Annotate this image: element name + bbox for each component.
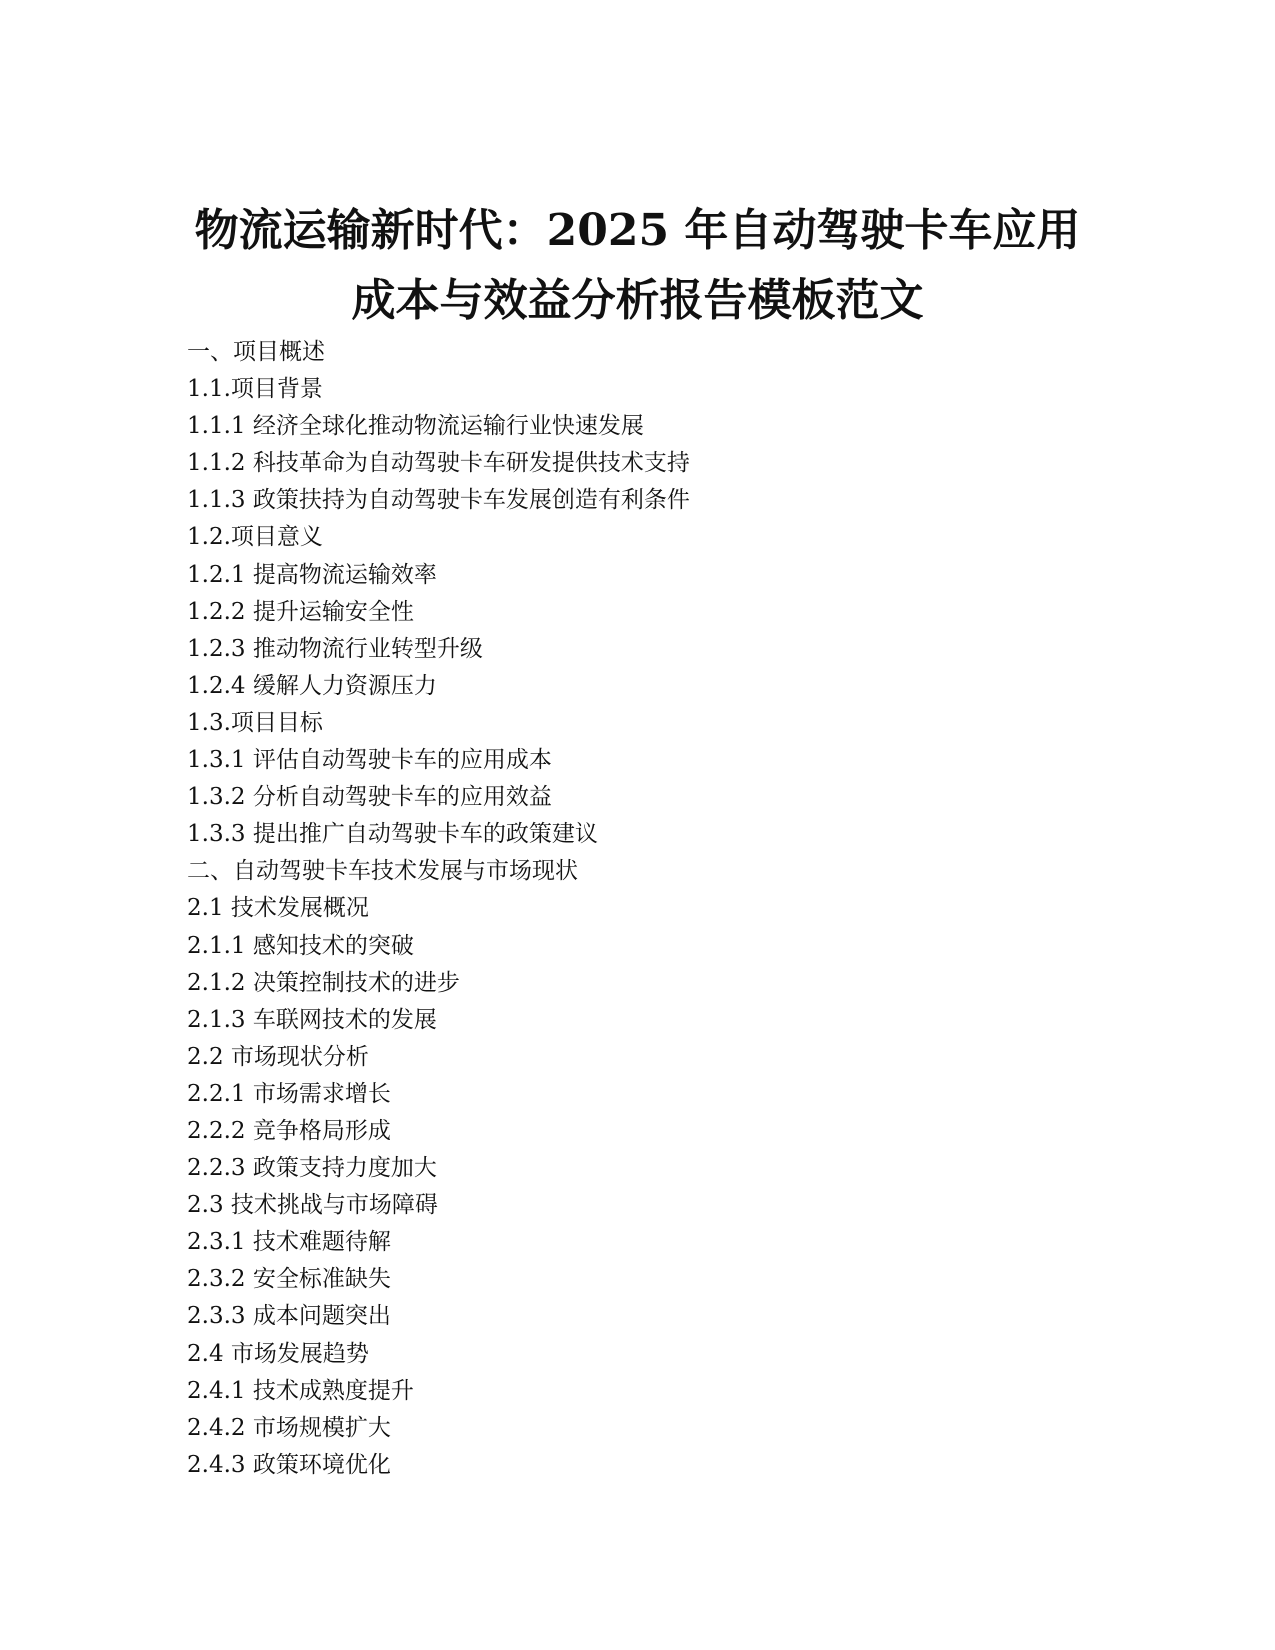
toc-item: 2.3.1 技术难题待解 [187,1229,391,1256]
toc-item: 1.1.项目背景 [187,376,323,403]
toc-item: 1.2.4 缓解人力资源压力 [187,672,437,699]
toc-item: 2.2 市场现状分析 [187,1043,369,1070]
toc-item: 1.1.2 科技革命为自动驾驶卡车研发提供技术支持 [187,450,690,477]
document-title [150,196,1125,336]
toc-item: 一、项目概述 [187,339,325,365]
toc-item: 2.1.1 感知技术的突破 [187,932,414,959]
toc-item: 2.2.2 竞争格局形成 [187,1117,391,1144]
toc-item: 1.3.项目目标 [187,709,323,736]
toc-item: 二、自动驾驶卡车技术发展与市场现状 [187,858,578,885]
toc-item: 1.3.2 分析自动驾驶卡车的应用效益 [187,784,552,811]
title-line-1: 物流运输新时代：2025 年自动驾驶卡车应用 [194,205,1081,256]
toc-item: 2.3.3 成本问题突出 [187,1303,391,1330]
toc-item: 2.2.3 政策支持力度加大 [187,1155,437,1182]
toc-item: 1.3.3 提出推广自动驾驶卡车的政策建议 [187,821,598,848]
toc-item: 2.4.3 政策环境优化 [187,1451,391,1478]
toc-item: 2.1.2 决策控制技术的进步 [187,969,460,996]
toc-item: 1.1.3 政策扶持为自动驾驶卡车发展创造有利条件 [187,487,690,514]
toc-item: 2.1 技术发展概况 [187,895,369,922]
toc-item: 2.1.3 车联网技术的发展 [187,1006,437,1033]
toc-item: 2.4.2 市场规模扩大 [187,1414,391,1441]
toc-item: 1.1.1 经济全球化推动物流运输行业快速发展 [187,413,644,440]
toc-item: 2.4.1 技术成熟度提升 [187,1377,414,1404]
toc-item: 1.2.3 推动物流行业转型升级 [187,635,483,662]
toc-item: 1.2.1 提高物流运输效率 [187,561,437,588]
title-line-2: 成本与效益分析报告模板范文 [351,275,924,326]
toc-item: 2.3 技术挑战与市场障碍 [187,1192,438,1219]
toc-item: 1.2.2 提升运输安全性 [187,598,414,625]
toc-item: 1.2.项目意义 [187,524,323,551]
table-of-contents [187,334,690,1484]
toc-item: 2.2.1 市场需求增长 [187,1080,391,1107]
toc-item: 2.3.2 安全标准缺失 [187,1266,391,1293]
toc-item: 2.4 市场发展趋势 [187,1340,369,1367]
toc-item: 1.3.1 评估自动驾驶卡车的应用成本 [187,747,552,774]
